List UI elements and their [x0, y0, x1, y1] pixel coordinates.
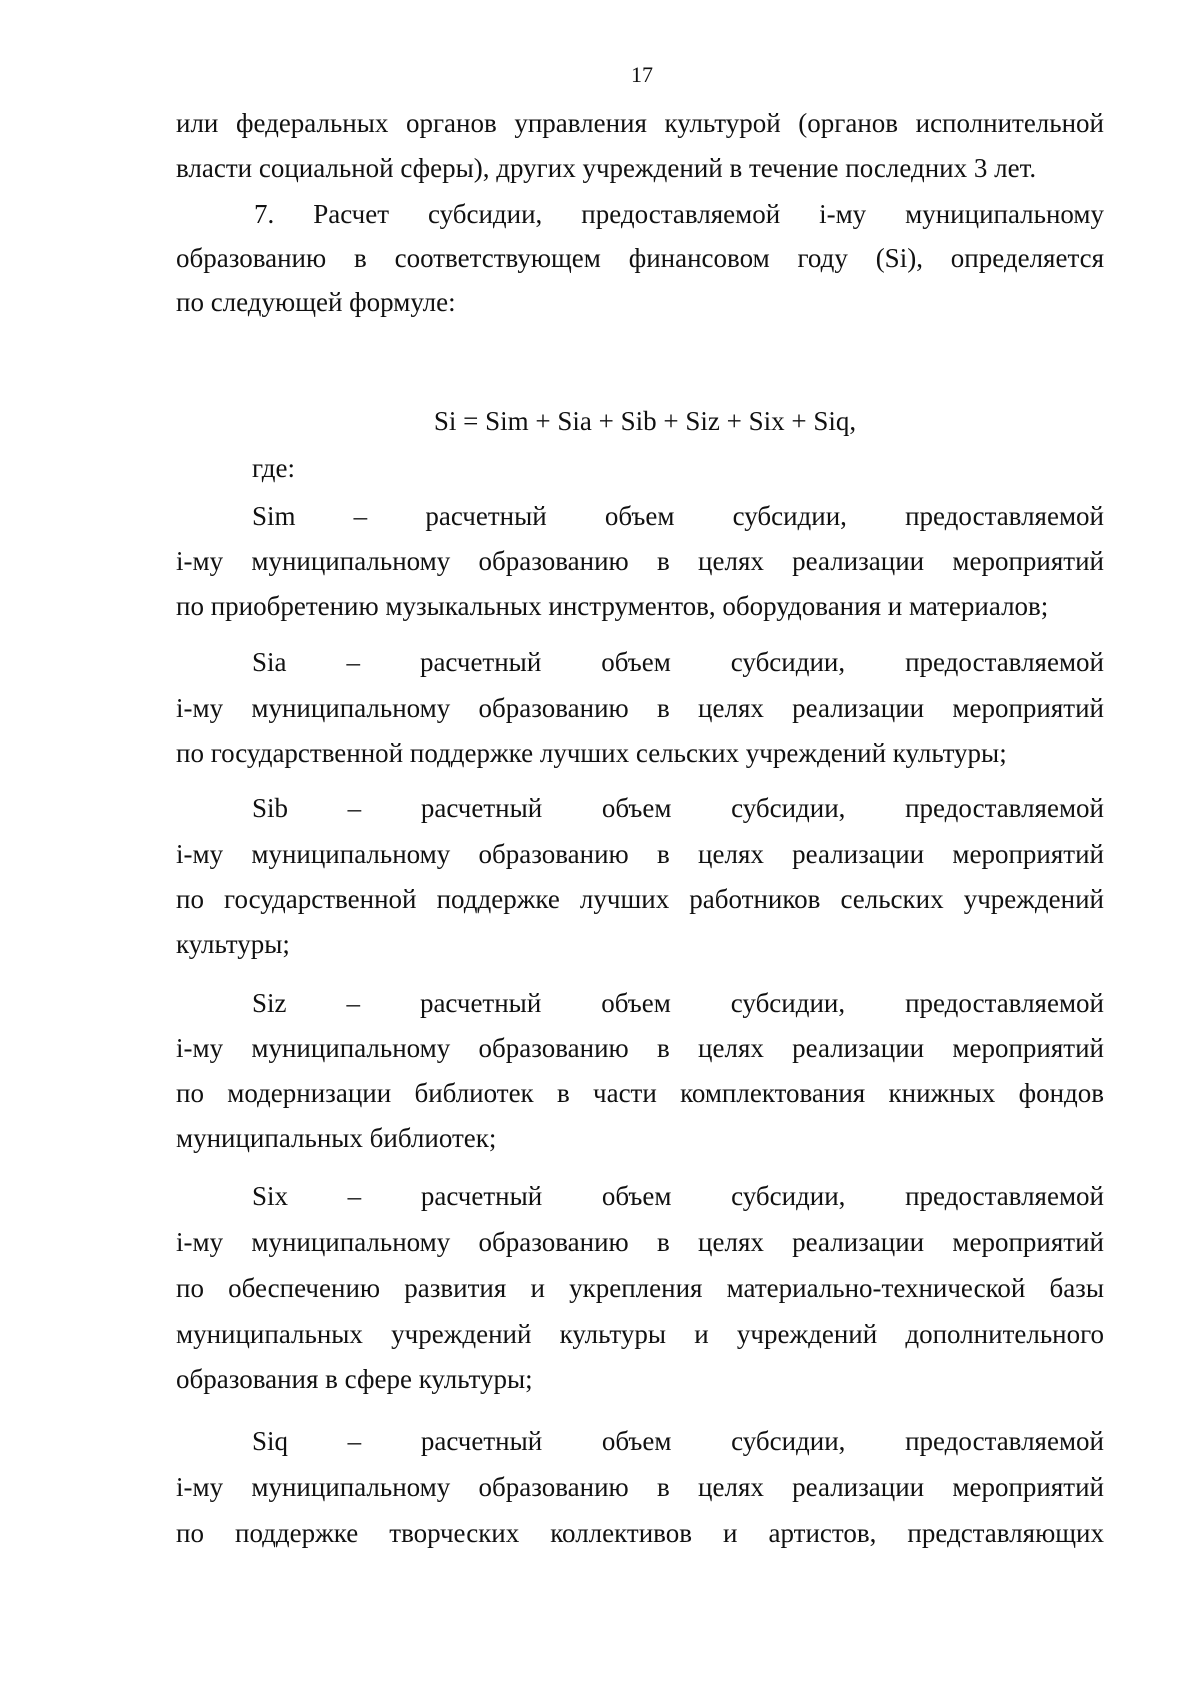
definition-siq-line-1: Siq – расчетный объем субсидии, предоставляемой [252, 1426, 1104, 1456]
definition-sim-line-3: по приобретению музыкальных инструментов, оборудования и материалов; [176, 591, 1049, 621]
definition-siq-line-2: i-му муниципальному образованию в целях реализации мероприятий [176, 1472, 1104, 1502]
definition-siz-line-4: муниципальных библиотек; [176, 1123, 497, 1153]
definition-siz-line-3: по модернизации библиотек в части комплектования книжных фондов [176, 1078, 1104, 1108]
intro-line-2: власти социальной сферы), других учреждений в течение последних 3 лет. [176, 153, 1037, 183]
definition-six-line-4: муниципальных учреждений культуры и учреждений дополнительного [176, 1319, 1104, 1349]
definition-sia-line-2: i-му муниципальному образованию в целях реализации мероприятий [176, 693, 1104, 723]
definition-sib-line-1: Sib – расчетный объем субсидии, предоставляемой [252, 793, 1104, 823]
definition-six-line-2: i-му муниципальному образованию в целях реализации мероприятий [176, 1227, 1104, 1257]
definition-siq-line-3: по поддержке творческих коллективов и артистов, представляющих [176, 1518, 1104, 1548]
definition-siz-line-2: i-му муниципальному образованию в целях реализации мероприятий [176, 1033, 1104, 1063]
definition-six-line-3: по обеспечению развития и укрепления материально-технической базы [176, 1273, 1104, 1303]
section-7-line-2: образованию в соответствующем финансовом году (Si), определяется [176, 243, 1104, 273]
formula: Si = Sim + Sia + Sib + Siz + Six + Siq, [433, 406, 857, 436]
definition-sim-line-1: Sim – расчетный объем субсидии, предоставляемой [252, 501, 1104, 531]
definition-sia-line-3: по государственной поддержке лучших сельских учреждений культуры; [176, 738, 1007, 768]
page-number: 17 [631, 62, 653, 87]
definition-six-line-1: Six – расчетный объем субсидии, предоставляемой [252, 1181, 1104, 1211]
definition-six-line-5: образования в сфере культуры; [176, 1364, 533, 1394]
where-label: где: [252, 453, 295, 483]
section-7-line-1: 7. Расчет субсидии, предоставляемой i-му муниципальному [254, 199, 1104, 229]
definition-sia-line-1: Sia – расчетный объем субсидии, предоставляемой [252, 647, 1104, 677]
definition-sib-line-4: культуры; [176, 929, 290, 959]
definition-siz-line-1: Siz – расчетный объем субсидии, предоставляемой [252, 988, 1104, 1018]
intro-line-1: или федеральных органов управления культурой (органов исполнительной [176, 108, 1104, 138]
definition-sib-line-2: i-му муниципальному образованию в целях реализации мероприятий [176, 839, 1104, 869]
definition-sim-line-2: i-му муниципальному образованию в целях реализации мероприятий [176, 546, 1104, 576]
definition-sib-line-3: по государственной поддержке лучших работников сельских учреждений [176, 884, 1104, 914]
section-7-line-3: по следующей формуле: [176, 287, 456, 317]
